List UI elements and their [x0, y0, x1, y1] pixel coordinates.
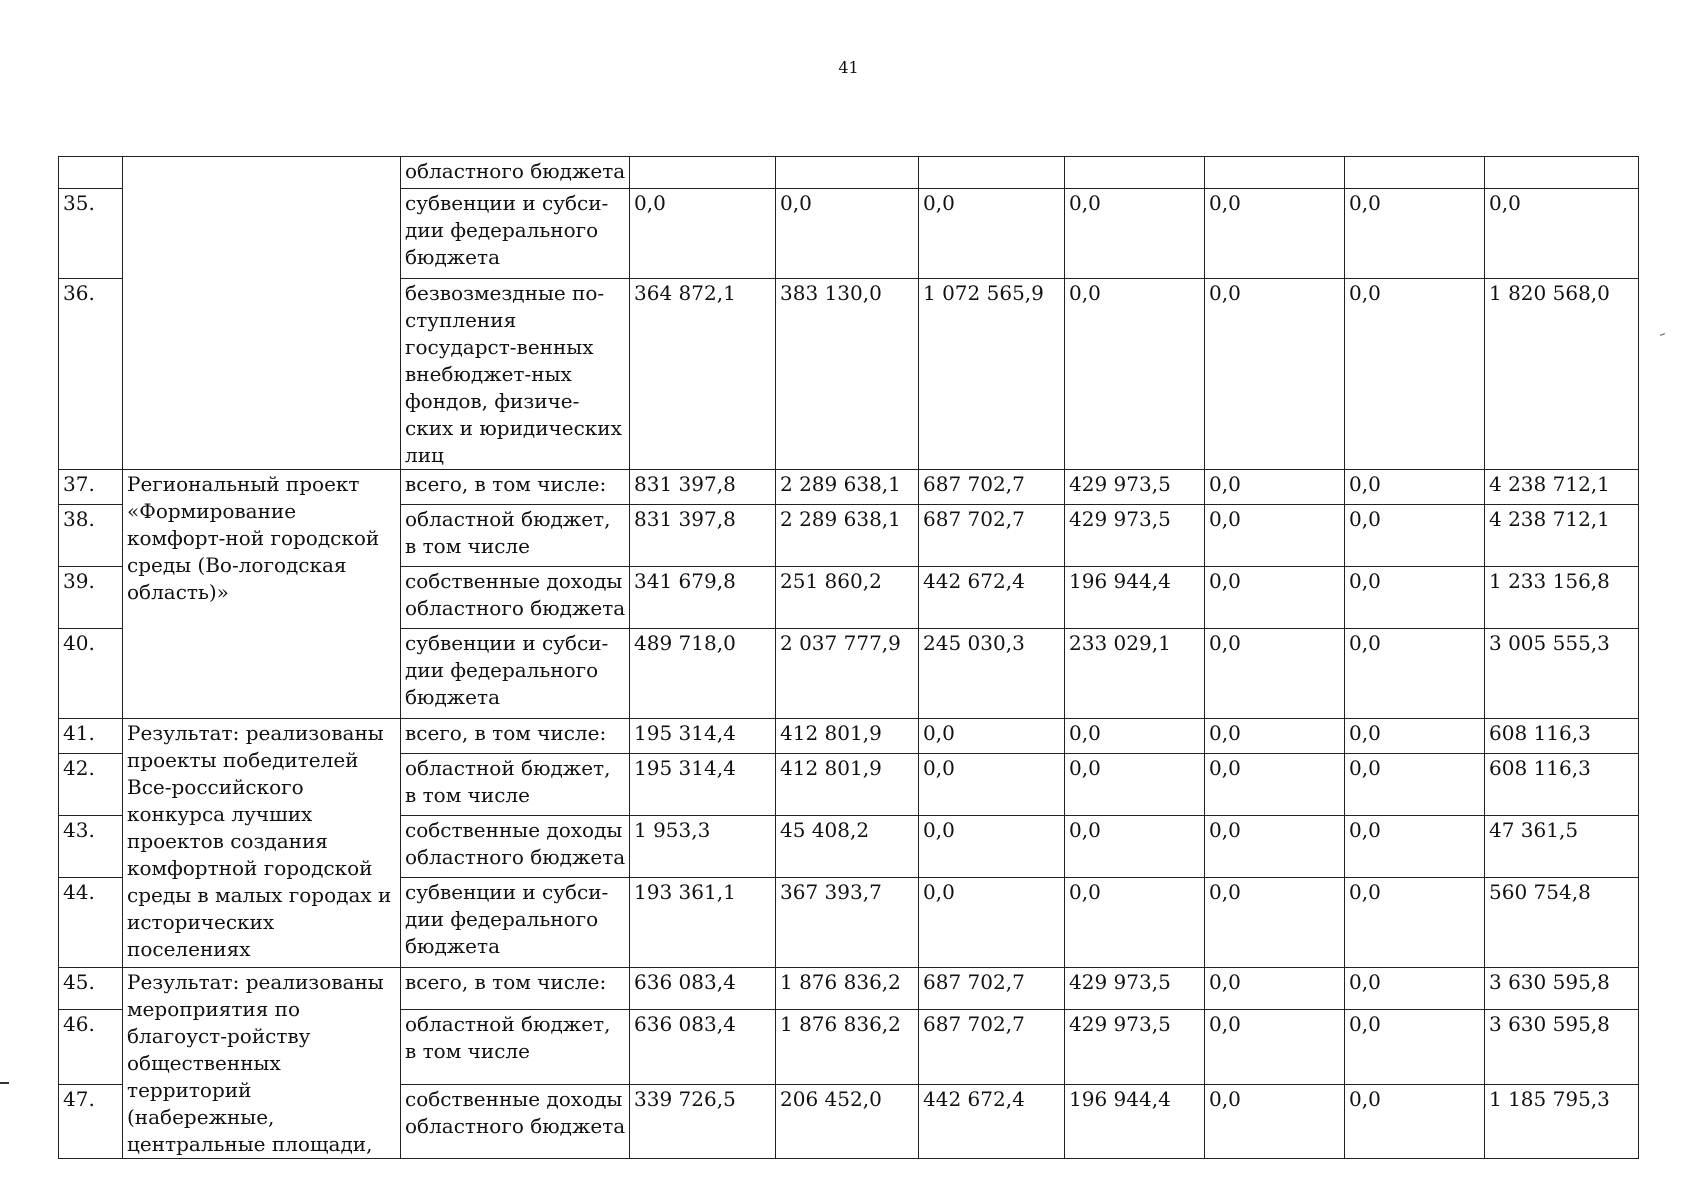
value-cell: 0,0 — [1065, 189, 1205, 279]
total-value-cell: 0,0 — [1485, 189, 1639, 279]
table-row — [59, 968, 1639, 1010]
total-value-cell: 47 361,5 — [1485, 816, 1639, 878]
table-row — [59, 157, 1639, 189]
value-cell: 0,0 — [1345, 470, 1485, 505]
value-cell — [776, 157, 919, 189]
value-cell: 0,0 — [919, 878, 1065, 968]
value-cell: 489 718,0 — [630, 629, 776, 719]
total-value-cell: 560 754,8 — [1485, 878, 1639, 968]
value-cell: 429 973,5 — [1065, 505, 1205, 567]
total-value-cell: 3 630 595,8 — [1485, 1010, 1639, 1084]
value-cell: 687 702,7 — [919, 968, 1065, 1010]
total-value-cell: 3 630 595,8 — [1485, 968, 1639, 1010]
value-cell — [1205, 157, 1345, 189]
total-value-cell: 1 233 156,8 — [1485, 567, 1639, 629]
value-cell: 687 702,7 — [919, 1010, 1065, 1084]
value-cell: 0,0 — [1205, 878, 1345, 968]
value-cell: 687 702,7 — [919, 470, 1065, 505]
row-number: 41. — [59, 719, 123, 754]
value-cell — [1065, 157, 1205, 189]
value-cell: 0,0 — [1205, 719, 1345, 754]
total-value-cell: 4 238 712,1 — [1485, 505, 1639, 567]
value-cell: 0,0 — [1345, 567, 1485, 629]
value-cell: 0,0 — [1065, 279, 1205, 470]
row-number: 42. — [59, 754, 123, 816]
funding-source-label: субвенции и субси-дии федерального бюджета — [401, 878, 630, 968]
value-cell: 429 973,5 — [1065, 470, 1205, 505]
value-cell: 0,0 — [1065, 754, 1205, 816]
funding-source-label: субвенции и субси-дии федерального бюджета — [401, 189, 630, 279]
value-cell: 1 876 836,2 — [776, 968, 919, 1010]
table-row — [59, 719, 1639, 754]
value-cell: 341 679,8 — [630, 567, 776, 629]
value-cell: 0,0 — [1345, 1084, 1485, 1159]
row-number: 36. — [59, 279, 123, 470]
total-value-cell: 608 116,3 — [1485, 754, 1639, 816]
value-cell: 364 872,1 — [630, 279, 776, 470]
margin-dash — [0, 1082, 9, 1084]
value-cell: 429 973,5 — [1065, 968, 1205, 1010]
value-cell: 0,0 — [1345, 279, 1485, 470]
value-cell: 45 408,2 — [776, 816, 919, 878]
funding-source-label: всего, в том числе: — [401, 968, 630, 1010]
funding-source-label: областной бюджет, в том числе — [401, 754, 630, 816]
group-label: Результат: реализованы мероприятия по благоуст-ройству общественных территорий (набережные, центральные площади, — [123, 968, 401, 1159]
funding-source-label: безвозмездные по-ступления государст-венных внебюджет-ных фондов, физиче-ских и юридических лиц — [401, 279, 630, 470]
value-cell: 1 876 836,2 — [776, 1010, 919, 1084]
value-cell: 636 083,4 — [630, 968, 776, 1010]
value-cell: 0,0 — [1205, 968, 1345, 1010]
value-cell: 0,0 — [919, 754, 1065, 816]
row-number — [59, 157, 123, 189]
margin-tick — [1660, 333, 1665, 336]
total-value-cell: 608 116,3 — [1485, 719, 1639, 754]
value-cell: 0,0 — [1345, 878, 1485, 968]
value-cell: 0,0 — [1065, 816, 1205, 878]
funding-source-label: субвенции и субси-дии федерального бюджета — [401, 629, 630, 719]
value-cell: 0,0 — [630, 189, 776, 279]
value-cell: 0,0 — [1205, 567, 1345, 629]
value-cell: 0,0 — [919, 189, 1065, 279]
value-cell: 0,0 — [1065, 878, 1205, 968]
value-cell: 0,0 — [1205, 189, 1345, 279]
row-number: 37. — [59, 470, 123, 505]
funding-source-label: областной бюджет, в том числе — [401, 505, 630, 567]
value-cell: 383 130,0 — [776, 279, 919, 470]
funding-source-label: всего, в том числе: — [401, 470, 630, 505]
value-cell — [1345, 157, 1485, 189]
value-cell: 412 801,9 — [776, 754, 919, 816]
value-cell: 193 361,1 — [630, 878, 776, 968]
row-number: 39. — [59, 567, 123, 629]
group-label: Региональный проект «Формирование комфорт-ной городской среды (Во-логодская область)» — [123, 470, 401, 719]
value-cell: 2 289 638,1 — [776, 470, 919, 505]
value-cell: 195 314,4 — [630, 719, 776, 754]
value-cell: 0,0 — [1205, 816, 1345, 878]
value-cell: 0,0 — [1345, 968, 1485, 1010]
group-label — [123, 157, 401, 470]
value-cell: 0,0 — [776, 189, 919, 279]
value-cell: 0,0 — [1345, 1010, 1485, 1084]
value-cell: 0,0 — [1205, 754, 1345, 816]
value-cell — [630, 157, 776, 189]
value-cell: 442 672,4 — [919, 567, 1065, 629]
value-cell: 831 397,8 — [630, 470, 776, 505]
value-cell: 0,0 — [1205, 1084, 1345, 1159]
row-number: 35. — [59, 189, 123, 279]
value-cell: 636 083,4 — [630, 1010, 776, 1084]
value-cell: 0,0 — [1205, 470, 1345, 505]
value-cell — [919, 157, 1065, 189]
value-cell: 429 973,5 — [1065, 1010, 1205, 1084]
row-number: 46. — [59, 1010, 123, 1084]
value-cell: 233 029,1 — [1065, 629, 1205, 719]
funding-source-label: всего, в том числе: — [401, 719, 630, 754]
value-cell: 0,0 — [1205, 505, 1345, 567]
value-cell: 0,0 — [1345, 189, 1485, 279]
value-cell: 0,0 — [919, 816, 1065, 878]
value-cell: 0,0 — [1065, 719, 1205, 754]
page-number: 41 — [838, 58, 859, 77]
value-cell: 245 030,3 — [919, 629, 1065, 719]
value-cell: 251 860,2 — [776, 567, 919, 629]
value-cell: 0,0 — [1345, 754, 1485, 816]
total-value-cell: 4 238 712,1 — [1485, 470, 1639, 505]
value-cell: 0,0 — [1205, 1010, 1345, 1084]
value-cell: 412 801,9 — [776, 719, 919, 754]
row-number: 43. — [59, 816, 123, 878]
value-cell: 2 289 638,1 — [776, 505, 919, 567]
group-label: Результат: реализованы проекты победителей Все-российского конкурса лучших проектов создания комфортной городской среды в малых городах и исторических поселениях — [123, 719, 401, 968]
value-cell: 206 452,0 — [776, 1084, 919, 1159]
total-value-cell: 1 820 568,0 — [1485, 279, 1639, 470]
funding-source-label: собственные доходы областного бюджета — [401, 1084, 630, 1159]
value-cell: 0,0 — [1345, 719, 1485, 754]
budget-table — [58, 156, 1639, 1159]
table-row — [59, 470, 1639, 505]
total-value-cell — [1485, 157, 1639, 189]
total-value-cell: 3 005 555,3 — [1485, 629, 1639, 719]
row-number: 47. — [59, 1084, 123, 1159]
value-cell: 0,0 — [919, 719, 1065, 754]
value-cell: 687 702,7 — [919, 505, 1065, 567]
value-cell: 0,0 — [1345, 629, 1485, 719]
total-value-cell: 1 185 795,3 — [1485, 1084, 1639, 1159]
funding-source-label: областного бюджета — [401, 157, 630, 189]
value-cell: 0,0 — [1205, 629, 1345, 719]
funding-source-label: собственные доходы областного бюджета — [401, 816, 630, 878]
value-cell: 195 314,4 — [630, 754, 776, 816]
value-cell: 2 037 777,9 — [776, 629, 919, 719]
value-cell: 367 393,7 — [776, 878, 919, 968]
value-cell: 442 672,4 — [919, 1084, 1065, 1159]
value-cell: 196 944,4 — [1065, 567, 1205, 629]
row-number: 45. — [59, 968, 123, 1010]
row-number: 38. — [59, 505, 123, 567]
value-cell: 0,0 — [1345, 505, 1485, 567]
value-cell: 339 726,5 — [630, 1084, 776, 1159]
funding-source-label: собственные доходы областного бюджета — [401, 567, 630, 629]
value-cell: 196 944,4 — [1065, 1084, 1205, 1159]
funding-source-label: областной бюджет, в том числе — [401, 1010, 630, 1084]
row-number: 40. — [59, 629, 123, 719]
value-cell: 0,0 — [1205, 279, 1345, 470]
row-number: 44. — [59, 878, 123, 968]
value-cell: 0,0 — [1345, 816, 1485, 878]
value-cell: 1 072 565,9 — [919, 279, 1065, 470]
value-cell: 831 397,8 — [630, 505, 776, 567]
value-cell: 1 953,3 — [630, 816, 776, 878]
